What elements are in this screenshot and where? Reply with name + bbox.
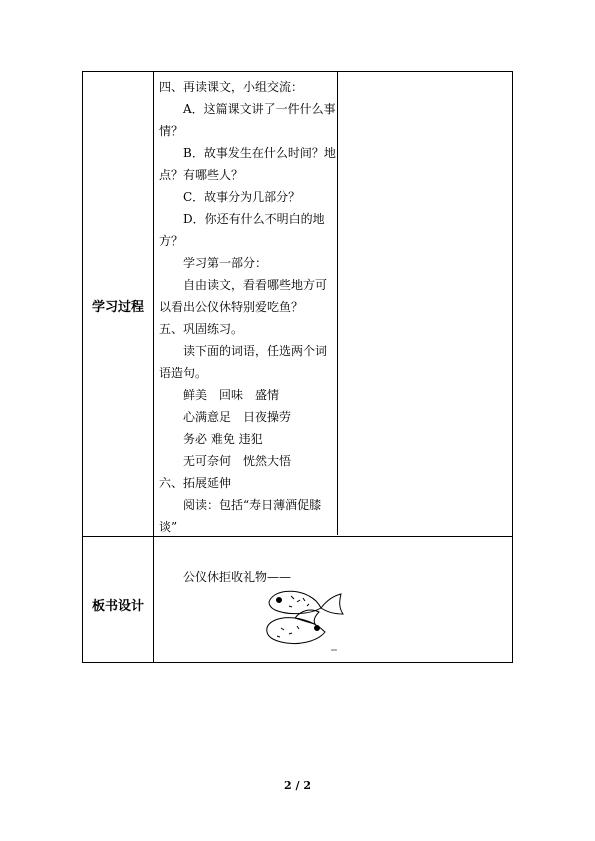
content-line: 无可奈何 恍然大悟 (183, 454, 292, 468)
fish-lower (267, 610, 325, 644)
row-label-learning-process: 学习过程 (91, 300, 144, 315)
lesson-table (82, 71, 513, 663)
content-line: D．你还有什么不明白的地 (183, 212, 325, 226)
row-divider (83, 536, 512, 537)
content-line: 六、拓展延伸 (159, 476, 232, 490)
content-line: 以看出公仪休特别爱吃鱼？ (159, 300, 304, 314)
content-line: 谈” (159, 520, 178, 534)
content-line: 四、再读课文，小组交流： (159, 80, 304, 94)
content-line: C．故事分为几部分？ (183, 190, 301, 204)
column-divider-notes (337, 72, 338, 535)
content-line: 心满意足 日夜操劳 (183, 410, 292, 424)
row-label-board-design: 板书设计 (91, 599, 144, 614)
content-line: B．故事发生在什么时间？地 (183, 146, 336, 160)
content-line: 学习第一部分： (183, 256, 268, 270)
content-line: 五、巩固练习。 (159, 322, 244, 336)
content-line: 务必 难免 违犯 (183, 432, 263, 446)
content-line: 阅读：包括“寿日薄酒促膝 (183, 498, 322, 512)
board-title: 公仪休拒收礼物—— (183, 570, 292, 584)
page-number: 2 / 2 (284, 779, 311, 792)
content-line: 方？ (159, 234, 184, 248)
content-line: 读下面的词语，任选两个词 (183, 344, 328, 358)
fish-drawing (261, 582, 353, 654)
content-line: 语造句。 (159, 366, 208, 380)
content-line: A．这篇课文讲了一件什么事 (183, 102, 336, 116)
content-line: 点？有哪些人？ (159, 168, 244, 182)
content-line: 情？ (159, 124, 184, 138)
column-divider-label (153, 72, 154, 662)
content-line: 鲜美 回味 盛情 (183, 388, 280, 402)
content-line: 自由读文，看看哪些地方可 (183, 278, 328, 292)
